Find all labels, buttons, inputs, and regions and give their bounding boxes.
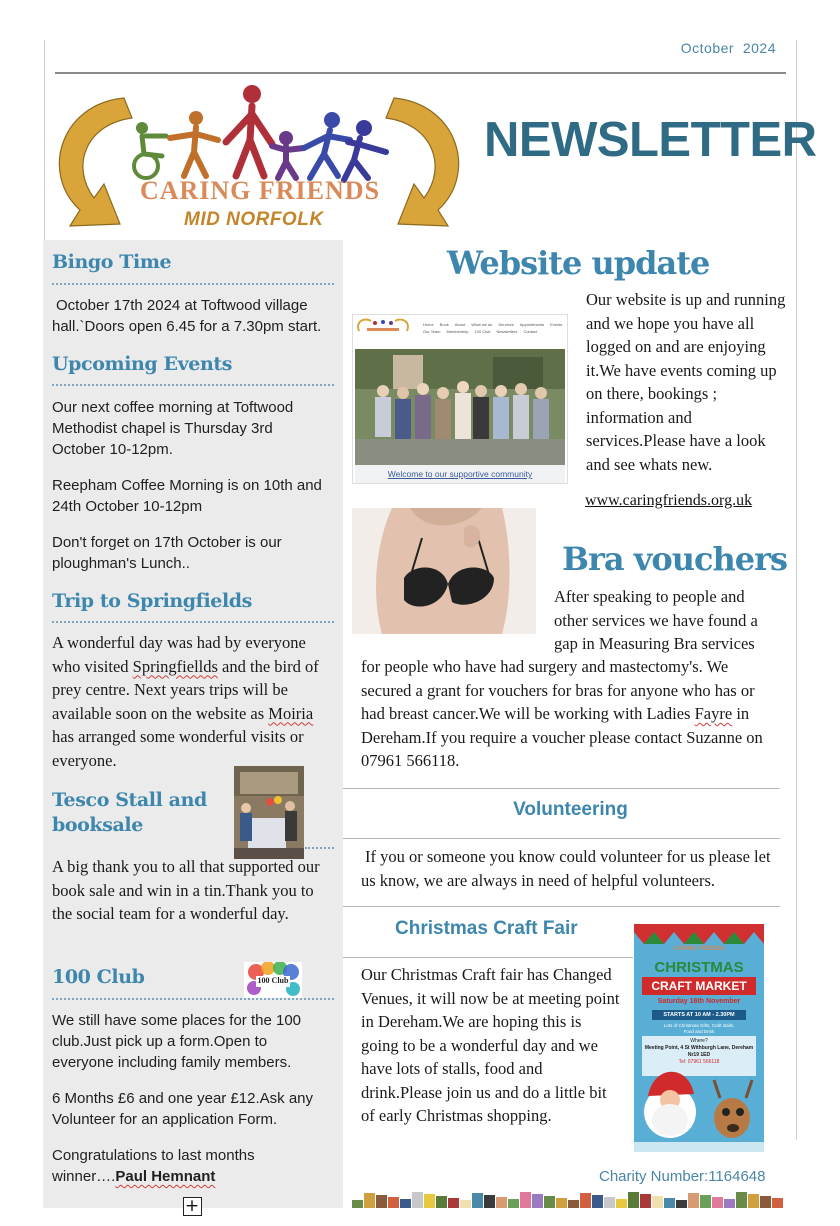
club-text-1: We still have some places for the 100 club.Just pick up a form.Open to everyone including family members. xyxy=(52,1012,302,1071)
trip-text-1: A wonderful day was had by everyone who visited xyxy=(52,633,306,676)
logo-name-text: CARING FRIENDS xyxy=(139,176,381,205)
poster-brand: CARING FRIENDS xyxy=(673,946,725,952)
pencil-icon xyxy=(640,1194,651,1208)
pencil-icon xyxy=(688,1193,699,1208)
pencil-icon xyxy=(484,1195,495,1208)
issue-date: October 2024 xyxy=(680,40,776,56)
bra-text xyxy=(361,655,781,773)
pencil-icon xyxy=(376,1195,387,1208)
pencil-icon xyxy=(580,1193,591,1208)
newsletter-title: NEWSLETTER xyxy=(484,113,817,167)
bra-text-2: in Dereham.If you require a voucher please contact Suzanne on 07961 566118. xyxy=(361,704,763,770)
craft-heading: Christmas Craft Fair xyxy=(395,918,578,939)
bra-line-1: After speaking to people and xyxy=(554,587,745,606)
events-heading: Upcoming Events xyxy=(52,353,233,375)
header-rule xyxy=(55,72,786,74)
club-text-3 xyxy=(52,1145,322,1187)
pencil-border xyxy=(352,1184,786,1208)
poster-line-1: Lots of Christmas Gifts, Craft stalls, xyxy=(663,1023,735,1028)
navy-figure-icon xyxy=(344,120,386,180)
pencil-icon xyxy=(448,1198,459,1208)
tesco-heading: Tesco Stall and booksale xyxy=(52,789,207,836)
club-divider xyxy=(52,998,334,1000)
craft-text: Our Christmas Craft fair has Changed Venues, it will now be at meeting point in Dereham.We are hoping this is going to be a wonderful day and we have lots of stalls, food and drink.Please join us and do a little bit of early Christmas shopping. xyxy=(361,965,620,1125)
poster-details xyxy=(634,1023,764,1035)
events-text-1: Our next coffee morning at Toftwood Methodist chapel is Thursday 3rd October 10-12pm. xyxy=(52,399,294,458)
club-heading: 100 Club xyxy=(52,966,145,988)
mini-nav-item: Events xyxy=(550,322,563,327)
mini-nav-item: What we do xyxy=(471,322,493,327)
website-heading: Website update xyxy=(447,244,710,282)
pencil-icon xyxy=(352,1200,363,1208)
bra-text-1: for people who have had surgery and mastectomy's. We secured a grant for vouchers for bras for anyone who has or had breast cancer.We will be working with Ladies xyxy=(361,657,755,723)
pencil-icon xyxy=(604,1197,615,1208)
bra-text-top xyxy=(554,585,784,656)
trip-heading: Trip to Springfields xyxy=(52,590,252,612)
pencil-icon xyxy=(424,1194,435,1208)
trip-text-3: has arranged some wonderful visits or everyone. xyxy=(52,727,304,770)
pencil-icon xyxy=(700,1195,711,1208)
add-box-icon[interactable]: + xyxy=(183,1197,202,1216)
pencil-icon xyxy=(544,1196,555,1208)
mini-nav-item: Our Team xyxy=(423,329,441,334)
bingo-divider xyxy=(52,283,334,285)
pencil-icon xyxy=(736,1192,747,1208)
pencil-icon xyxy=(748,1194,759,1208)
poster-where: Where? xyxy=(690,1038,708,1044)
trip-text-2: and the bird of prey centre. Next years trips will be available soon on the website as xyxy=(52,656,319,723)
pencil-icon xyxy=(712,1197,723,1208)
bra-line-3: gap in Measuring Bra services xyxy=(554,634,755,653)
wheelchair-figure-icon xyxy=(134,122,166,178)
website-text: Our website is up and running and we hope you have all logged on and are enjoying it.We have events coming up on there, bookings ; information and services.Please have a look and see whats new. xyxy=(586,290,786,474)
pencil-icon xyxy=(760,1196,771,1208)
red-figure-icon xyxy=(226,85,272,176)
club-badge-label: 100 Club xyxy=(257,976,289,985)
poster-title-2: CRAFT MARKET xyxy=(642,977,756,995)
poster-title-1: CHRISTMAS xyxy=(654,959,744,976)
events-divider xyxy=(52,384,334,386)
pencil-icon xyxy=(568,1200,579,1208)
right-arrow-icon xyxy=(386,98,459,226)
mini-nav-item: About xyxy=(454,322,466,327)
website-caption: Welcome to our supportive community xyxy=(387,469,533,479)
pencil-icon xyxy=(664,1198,675,1208)
events-text-2: Reepham Coffee Morning is on 10th and 24th October 10-12pm xyxy=(52,477,322,515)
volunteer-rule-top xyxy=(343,788,780,789)
volunteer-rule-bottom xyxy=(343,906,780,907)
club-text-2: 6 Months £6 and one year £12.Ask any Volunteer for an application Form. xyxy=(52,1090,314,1128)
poster-postcode: Nr19 1ED xyxy=(687,1052,711,1058)
pencil-icon xyxy=(400,1199,411,1208)
poster-venue-block xyxy=(642,1038,756,1066)
club-winner: Paul Hemnant xyxy=(115,1168,216,1185)
trip-place: Springfiellds xyxy=(132,656,218,676)
mini-nav-item: 100 Club xyxy=(474,329,491,334)
website-link[interactable]: www.caringfriends.org.uk xyxy=(585,492,753,509)
logo-subtitle-text: MID NORFOLK xyxy=(184,209,324,230)
pencil-icon xyxy=(592,1195,603,1208)
pencil-icon xyxy=(616,1199,627,1208)
pencil-icon xyxy=(652,1196,663,1208)
website-mini-nav xyxy=(423,321,565,335)
blue-figure-icon xyxy=(304,112,350,178)
poster-line-2: Food and Drink xyxy=(683,1029,715,1034)
pencil-icon xyxy=(508,1199,519,1208)
page-guide-right xyxy=(796,40,797,1140)
poster-date: Saturday 16th November xyxy=(657,998,741,1005)
bra-store: Fayre xyxy=(694,704,733,723)
pencil-icon xyxy=(460,1200,471,1208)
pencil-icon xyxy=(364,1193,375,1208)
pencil-icon xyxy=(724,1199,735,1208)
mini-nav-item: Newsletters xyxy=(496,329,518,334)
volunteering-heading: Volunteering xyxy=(513,799,628,820)
craft-rule xyxy=(343,957,633,958)
poster-venue: Meeting Point, 4 St Withburgh Lane, Dereham xyxy=(644,1045,754,1051)
mini-nav-item: Services xyxy=(498,322,514,327)
bra-line-2: other services we have found a xyxy=(554,610,758,630)
purple-figure-icon xyxy=(272,131,304,178)
left-arrow-icon xyxy=(59,98,132,226)
charity-number: Charity Number:1164648 xyxy=(599,1168,766,1185)
club-congrats: Congratulations to last months winner…. xyxy=(52,1147,255,1185)
bra-photo xyxy=(352,508,536,634)
tesco-divider xyxy=(305,847,334,849)
poster-tel: Tel: 07961 566118 xyxy=(678,1059,720,1065)
trip-organiser: Moiria xyxy=(268,703,314,723)
pencil-icon xyxy=(628,1192,639,1208)
mini-nav-item: Book xyxy=(439,322,449,327)
pencil-icon xyxy=(412,1192,423,1208)
mini-nav-item: Contact xyxy=(523,329,538,334)
pencil-icon xyxy=(532,1194,543,1208)
orange-figure-icon xyxy=(170,111,218,176)
pencil-icon xyxy=(496,1197,507,1208)
events-text-3: Don't forget on 17th October is our ploughman's Lunch.. xyxy=(52,534,282,572)
pencil-icon xyxy=(520,1192,531,1208)
mini-nav-item: Membership xyxy=(446,329,469,334)
tesco-stall-photo xyxy=(234,766,304,859)
website-screenshot xyxy=(352,314,568,484)
pencil-icon xyxy=(772,1198,783,1208)
bingo-heading: Bingo Time xyxy=(52,251,172,273)
pencil-icon xyxy=(556,1198,567,1208)
pencil-border-graphic xyxy=(352,1184,786,1208)
page-guide-left xyxy=(44,40,45,240)
pencil-icon xyxy=(436,1196,447,1208)
volunteering-text: If you or someone you know could volunteer for us please let us know, we are always in need of helpful volunteers. xyxy=(361,847,771,890)
volunteer-rule-mid xyxy=(343,838,780,839)
bingo-text: October 17th 2024 at Toftwood village hall.`Doors open 6.45 for a 7.30pm start. xyxy=(52,297,322,335)
mini-nav-item: Appointments xyxy=(519,322,545,327)
bra-heading: Bra vouchers xyxy=(562,540,787,578)
trip-text xyxy=(52,631,337,772)
poster-time: STARTS AT 10 AM - 2.30PM xyxy=(652,1010,746,1020)
craft-market-poster xyxy=(634,924,764,1152)
tesco-text: A big thank you to all that supported our book sale and win in a tin.Thank you to the social team for a wonderful day. xyxy=(52,857,320,923)
pencil-icon xyxy=(472,1193,483,1208)
trip-divider xyxy=(52,621,334,623)
pencil-icon xyxy=(388,1197,399,1208)
group-photo-people xyxy=(375,381,549,439)
pencil-icon xyxy=(676,1200,687,1208)
mini-nav-item: Home xyxy=(423,322,434,327)
club-badge xyxy=(244,962,302,998)
